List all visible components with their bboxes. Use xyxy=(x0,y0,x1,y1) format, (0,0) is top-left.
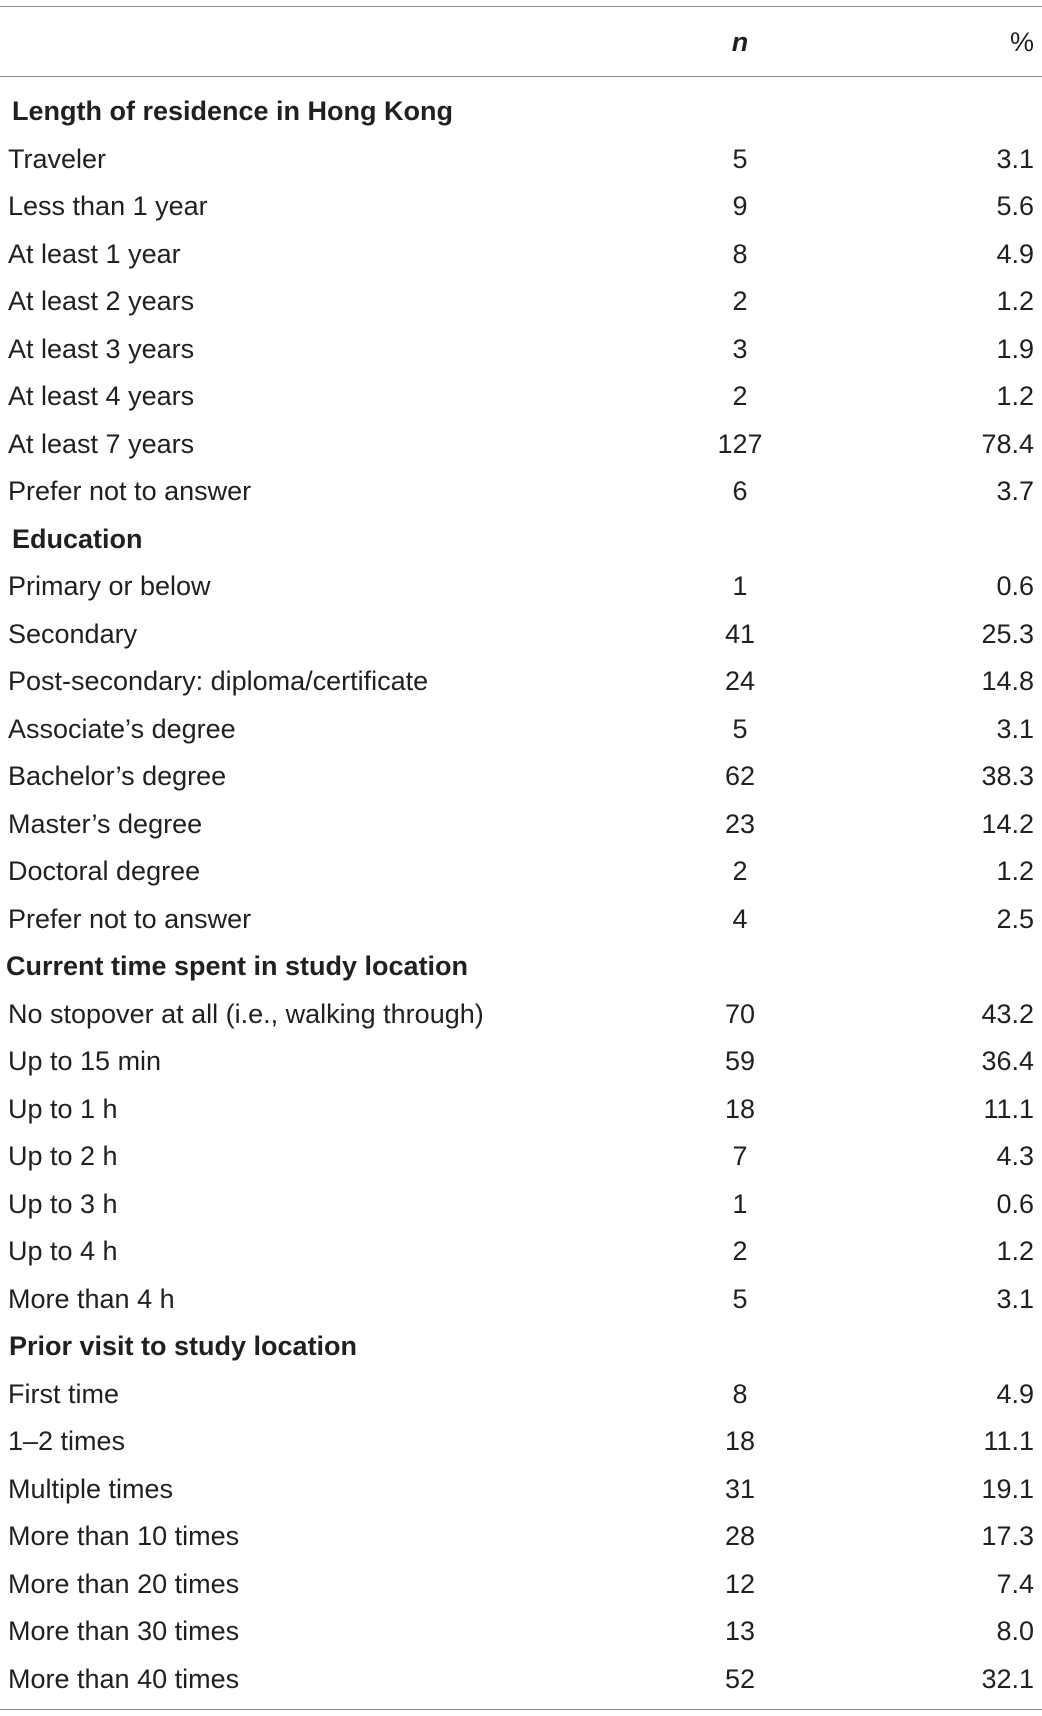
row-n-value: 8 xyxy=(732,238,748,269)
row-percent-value: 3.1 xyxy=(996,143,1034,174)
row-percent-value: 78.4 xyxy=(981,428,1034,459)
section-title: Prior visit to study location xyxy=(9,1331,358,1361)
section-title: Education xyxy=(12,523,143,554)
row-percent-value: 17.3 xyxy=(981,1521,1034,1551)
row-percent-value: 3.7 xyxy=(996,476,1034,506)
row-percent-value: 3.1 xyxy=(996,1283,1034,1314)
table-header xyxy=(0,20,1042,64)
row-percent-value: 1.9 xyxy=(996,333,1034,364)
row-percent-value: 0.6 xyxy=(996,571,1034,601)
row-percent-value: 4.9 xyxy=(996,1378,1034,1409)
row-label: At least 4 years xyxy=(8,381,195,411)
table-row xyxy=(0,706,1042,754)
row-label: No stopover at all (i.e., walking through) xyxy=(8,998,484,1029)
row-n-value: 6 xyxy=(732,476,748,506)
row-n-value: 4 xyxy=(732,903,748,934)
table-row xyxy=(0,563,1042,611)
table-row xyxy=(0,278,1042,326)
row-label: Less than 1 year xyxy=(8,191,208,221)
row-percent-value: 43.2 xyxy=(981,998,1034,1029)
row-percent-value: 4.3 xyxy=(996,1141,1034,1171)
table-row xyxy=(0,658,1042,706)
table-row xyxy=(0,1181,1042,1229)
table-row xyxy=(0,1371,1042,1419)
row-percent-value: 14.8 xyxy=(981,666,1034,696)
top-rule xyxy=(0,6,1042,7)
row-n-value: 127 xyxy=(717,428,763,459)
row-n-value: 8 xyxy=(732,1378,748,1409)
row-label: Up to 3 h xyxy=(8,1188,118,1219)
table-row xyxy=(0,801,1042,849)
row-percent-value: 25.3 xyxy=(981,618,1034,649)
row-percent-value: 14.2 xyxy=(981,808,1034,839)
row-label: Multiple times xyxy=(8,1473,174,1504)
row-label: At least 3 years xyxy=(8,333,195,364)
table-row xyxy=(0,1086,1042,1134)
row-n-value: 28 xyxy=(724,1521,756,1551)
header-percent: % xyxy=(1009,27,1034,57)
table-row xyxy=(0,231,1042,279)
table-row xyxy=(0,1466,1042,1514)
row-label: Up to 4 h xyxy=(8,1236,118,1266)
table-row xyxy=(0,1418,1042,1466)
bottom-rule xyxy=(0,1709,1042,1710)
row-n-value: 7 xyxy=(732,1141,748,1171)
row-label: At least 7 years xyxy=(8,428,195,459)
row-n-value: 62 xyxy=(724,761,756,791)
table-row xyxy=(0,468,1042,516)
row-percent-value: 1.2 xyxy=(996,1236,1034,1266)
table-row xyxy=(0,136,1042,184)
row-n-value: 1 xyxy=(732,1188,748,1219)
row-label: At least 1 year xyxy=(8,238,181,269)
row-percent-value: 3.1 xyxy=(996,713,1034,744)
row-label: Up to 1 h xyxy=(8,1093,118,1124)
table-row xyxy=(0,1228,1042,1276)
row-label: Primary or below xyxy=(8,571,211,601)
row-percent-value: 32.1 xyxy=(981,1663,1034,1694)
row-percent-value: 1.2 xyxy=(996,286,1034,316)
table-row xyxy=(0,753,1042,801)
table-row xyxy=(0,326,1042,374)
row-label: 1–2 times xyxy=(8,1426,126,1456)
row-n-value: 23 xyxy=(724,808,756,839)
row-label: Up to 2 h xyxy=(8,1141,118,1171)
row-label: Doctoral degree xyxy=(8,856,201,886)
header-n: n xyxy=(731,27,749,57)
table-row xyxy=(0,1276,1042,1324)
row-n-value: 9 xyxy=(732,191,748,221)
row-n-value: 3 xyxy=(732,333,748,364)
row-n-value: 24 xyxy=(724,666,756,696)
row-n-value: 41 xyxy=(724,618,756,649)
row-n-value: 5 xyxy=(732,1283,748,1314)
row-label: More than 20 times xyxy=(8,1568,240,1599)
table-row xyxy=(0,848,1042,896)
table-row xyxy=(0,991,1042,1039)
row-percent-value: 11.1 xyxy=(983,1093,1034,1124)
row-label: At least 2 years xyxy=(8,286,195,316)
table-row xyxy=(0,373,1042,421)
row-n-value: 5 xyxy=(732,143,748,174)
row-n-value: 59 xyxy=(724,1046,756,1076)
row-percent-value: 0.6 xyxy=(996,1188,1034,1219)
section-header-row xyxy=(0,943,1042,991)
row-label: Bachelor’s degree xyxy=(8,761,227,791)
table-row xyxy=(0,421,1042,469)
row-percent-value: 1.2 xyxy=(996,856,1034,886)
row-label: First time xyxy=(8,1378,119,1409)
section-header-row xyxy=(0,1323,1042,1371)
row-n-value: 2 xyxy=(732,1236,748,1266)
row-n-value: 52 xyxy=(724,1663,756,1694)
table-row xyxy=(0,611,1042,659)
row-label: Post-secondary: diploma/certificate xyxy=(8,666,429,696)
row-percent-value: 36.4 xyxy=(981,1046,1034,1076)
row-percent-value: 8.0 xyxy=(996,1616,1034,1646)
header-rule xyxy=(0,76,1042,77)
section-title: Length of residence in Hong Kong xyxy=(12,96,453,126)
row-percent-value: 1.2 xyxy=(996,381,1034,411)
row-percent-value: 7.4 xyxy=(996,1568,1034,1599)
table-row xyxy=(0,896,1042,944)
section-header-row xyxy=(0,516,1042,564)
row-n-value: 31 xyxy=(724,1473,756,1504)
row-label: Prefer not to answer xyxy=(8,476,252,506)
row-percent-value: 5.6 xyxy=(996,191,1034,221)
row-percent-value: 11.1 xyxy=(983,1426,1034,1456)
row-n-value: 18 xyxy=(724,1426,756,1456)
table-row xyxy=(0,183,1042,231)
row-percent-value: 2.5 xyxy=(996,903,1034,934)
row-n-value: 18 xyxy=(724,1093,756,1124)
row-n-value: 1 xyxy=(732,571,748,601)
table-row xyxy=(0,1561,1042,1609)
row-n-value: 5 xyxy=(732,713,748,744)
section-header-row xyxy=(0,88,1042,136)
row-percent-value: 38.3 xyxy=(981,761,1034,791)
row-label: More than 4 h xyxy=(8,1283,175,1314)
table-row xyxy=(0,1513,1042,1561)
row-label: More than 30 times xyxy=(8,1616,240,1646)
row-label: Prefer not to answer xyxy=(8,903,252,934)
row-n-value: 2 xyxy=(732,286,748,316)
table-row xyxy=(0,1133,1042,1181)
table-row xyxy=(0,1038,1042,1086)
row-label: Traveler xyxy=(8,143,107,174)
table-row xyxy=(0,1608,1042,1656)
row-label: Secondary xyxy=(8,618,138,649)
table-body xyxy=(0,88,1042,1703)
row-label: Master’s degree xyxy=(8,808,203,839)
row-n-value: 2 xyxy=(732,381,748,411)
row-n-value: 2 xyxy=(732,856,748,886)
table-row xyxy=(0,1656,1042,1704)
row-label: Associate’s degree xyxy=(8,713,236,744)
row-percent-value: 4.9 xyxy=(996,238,1034,269)
row-percent-value: 19.1 xyxy=(981,1473,1034,1504)
row-n-value: 70 xyxy=(724,998,756,1029)
row-label: More than 40 times xyxy=(8,1663,240,1694)
row-label: Up to 15 min xyxy=(8,1046,162,1076)
row-label: More than 10 times xyxy=(8,1521,240,1551)
section-title: Current time spent in study location xyxy=(6,951,469,981)
row-n-value: 13 xyxy=(724,1616,756,1646)
row-n-value: 12 xyxy=(724,1568,756,1599)
